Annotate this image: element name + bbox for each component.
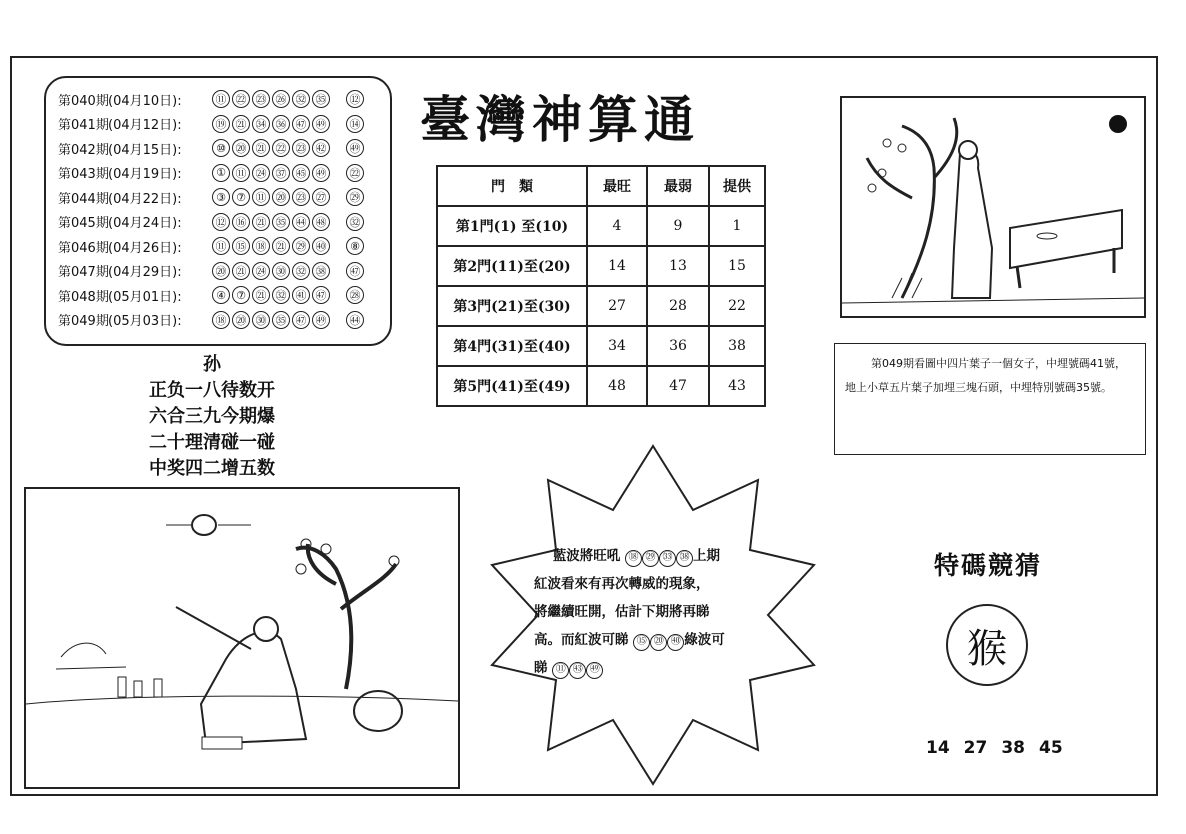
history-numbers xyxy=(212,188,364,206)
history-row xyxy=(58,186,364,208)
star-text xyxy=(534,542,784,682)
guess-number: 45 xyxy=(1039,738,1063,758)
ball-number: ⑳ xyxy=(212,262,230,280)
history-numbers xyxy=(212,262,364,280)
ball-number: ㉑ xyxy=(232,262,250,280)
scholar-drawing xyxy=(26,489,458,787)
star-line-text: 高。而紅波可睇 xyxy=(534,632,629,648)
ball-number: ⑪ xyxy=(232,164,250,182)
value-cell: 48 xyxy=(587,366,647,406)
history-period: 第040期 xyxy=(58,93,109,109)
ball-number: ㉝ xyxy=(659,550,676,567)
ball-number: ㊽ xyxy=(312,213,330,231)
ball-number: ㉒ xyxy=(232,90,250,108)
ball-number: ㊱ xyxy=(272,115,290,133)
ball-number: ㉟ xyxy=(272,213,290,231)
history-row xyxy=(58,162,364,184)
history-row xyxy=(58,88,364,110)
ball-number: ⑪ xyxy=(212,237,230,255)
ball-number: ㉜ xyxy=(292,90,310,108)
ball-number: ㊼ xyxy=(292,115,310,133)
history-period: 第042期 xyxy=(58,142,109,158)
ball-number: ⑩ xyxy=(212,139,230,157)
history-numbers xyxy=(212,164,364,182)
ball-number: ⑯ xyxy=(232,213,250,231)
group-range-cell: 第3門(21)至(30) xyxy=(437,286,587,326)
ball-number: ㉔ xyxy=(252,164,270,182)
ball-number: ㉔ xyxy=(252,262,270,280)
history-numbers xyxy=(212,115,364,133)
value-cell: 47 xyxy=(647,366,709,406)
history-row xyxy=(58,309,364,331)
ball-number: ㉚ xyxy=(272,262,290,280)
lady-illustration xyxy=(840,96,1146,318)
table-row xyxy=(437,206,765,246)
table-row xyxy=(437,326,765,366)
history-numbers xyxy=(212,139,364,157)
history-row xyxy=(58,284,364,306)
ball-number: ㊼ xyxy=(312,286,330,304)
ball-group xyxy=(625,548,693,564)
ball-number: ㉑ xyxy=(252,213,270,231)
hint-note: 第049期看圖中四片葉子一個女子，中埋號碼41號，地上小草五片葉子加埋三塊石頭，中埋特別號碼35號。 xyxy=(834,343,1146,455)
ball-number: ㉟ xyxy=(312,90,330,108)
history-date: (04月24日): xyxy=(108,216,182,231)
guess-numbers xyxy=(926,738,1063,758)
ball-number: ㊾ xyxy=(312,311,330,329)
history-period: 第041期 xyxy=(58,118,109,133)
ball-number: ㉑ xyxy=(272,237,290,255)
history-numbers xyxy=(212,311,364,329)
history-row xyxy=(58,235,364,257)
history-numbers xyxy=(212,90,364,108)
lady-drawing xyxy=(842,98,1144,316)
special-ball-number: ㉒ xyxy=(346,164,364,182)
ball-number: ㊲ xyxy=(272,164,290,182)
ball-number: ㊵ xyxy=(312,237,330,255)
draw-history-panel xyxy=(44,76,392,346)
group-range-cell: 第1門(1) 至(10) xyxy=(437,206,587,246)
ball-number: ㊵ xyxy=(667,634,684,651)
ball-number: ㊹ xyxy=(292,213,310,231)
ball-number: ㉟ xyxy=(272,311,290,329)
ball-number: ㉗ xyxy=(312,188,330,206)
ball-number: ㊸ xyxy=(569,662,586,679)
value-cell: 27 xyxy=(587,286,647,326)
star-line xyxy=(534,654,784,682)
history-numbers xyxy=(212,286,364,304)
ball-number: ㉑ xyxy=(232,115,250,133)
star-line: 將繼續旺開，估計下期將再睇 xyxy=(534,604,710,620)
ball-number: ⑮ xyxy=(633,634,650,651)
ball-number: ㊾ xyxy=(586,662,603,679)
star-line: 紅波看來有再次轉威的現象， xyxy=(534,576,710,592)
ball-number: ㉓ xyxy=(292,139,310,157)
history-row xyxy=(58,260,364,282)
history-date: (04月12日): xyxy=(108,118,182,133)
ball-number: ⑪ xyxy=(252,188,270,206)
ball-number: ㉑ xyxy=(252,139,270,157)
ball-number: ⑳ xyxy=(232,139,250,157)
special-ball-number: ㊾ xyxy=(346,139,364,157)
poem-line: 正负一八待数开 xyxy=(149,380,275,401)
ball-group xyxy=(633,632,684,648)
ball-number: ⑮ xyxy=(232,237,250,255)
ball-number: ⑳ xyxy=(650,634,667,651)
ball-number: ㊾ xyxy=(312,164,330,182)
ball-number: ㉙ xyxy=(642,550,659,567)
ball-number: ⑱ xyxy=(212,311,230,329)
scholar-illustration xyxy=(24,487,460,789)
table-row xyxy=(437,366,765,406)
table-header-row xyxy=(437,166,765,206)
value-cell: 9 xyxy=(647,206,709,246)
value-cell: 15 xyxy=(709,246,765,286)
poem-line: 二十理清碰一碰 xyxy=(149,432,275,453)
ball-number: ⑪ xyxy=(212,90,230,108)
ball-number: ⑱ xyxy=(625,550,642,567)
value-cell: 1 xyxy=(709,206,765,246)
history-period: 第046期 xyxy=(58,240,109,256)
star-line-text: 藍波將旺吼 xyxy=(552,548,621,564)
table-header-cell: 提供 xyxy=(709,166,765,206)
history-date: (05月01日): xyxy=(108,289,182,305)
group-range-cell: 第2門(11)至(20) xyxy=(437,246,587,286)
value-cell: 43 xyxy=(709,366,765,406)
ball-number: ㊺ xyxy=(292,164,310,182)
group-table xyxy=(436,165,766,407)
history-numbers xyxy=(212,213,364,231)
table-header-cell: 最弱 xyxy=(647,166,709,206)
poem-line: 六合三九今期爆 xyxy=(149,406,275,427)
ball-number: ㉒ xyxy=(272,139,290,157)
history-row xyxy=(58,113,364,135)
history-period: 第047期 xyxy=(58,265,109,280)
star-line-text: 上期 xyxy=(693,548,721,564)
ball-number: ㊼ xyxy=(292,311,310,329)
history-row xyxy=(58,211,364,233)
special-guess-title: 特碼競猜 xyxy=(934,551,1043,580)
history-period: 第043期 xyxy=(58,167,109,182)
table-header-cell: 最旺 xyxy=(587,166,647,206)
table-row xyxy=(437,246,765,286)
ball-number: ㉜ xyxy=(292,262,310,280)
poem-block xyxy=(136,352,288,482)
value-cell: 13 xyxy=(647,246,709,286)
ball-number: ④ xyxy=(212,286,230,304)
ball-number: ㊳ xyxy=(676,550,693,567)
guess-number: 14 xyxy=(926,738,950,758)
ball-number: ㉙ xyxy=(292,237,310,255)
ball-number: ㉓ xyxy=(252,90,270,108)
value-cell: 36 xyxy=(647,326,709,366)
history-date: (04月10日): xyxy=(108,93,182,109)
table-header-cell: 門 類 xyxy=(437,166,587,206)
history-date: (04月22日): xyxy=(108,191,182,207)
history-row xyxy=(58,137,364,159)
ball-number: ⑫ xyxy=(212,213,230,231)
history-date: (04月29日): xyxy=(108,265,182,280)
history-date: (04月26日): xyxy=(108,240,182,256)
ball-number: ① xyxy=(212,164,230,182)
special-ball-number: ㉙ xyxy=(346,188,364,206)
history-period: 第045期 xyxy=(58,216,109,231)
ball-number: ⑳ xyxy=(232,311,250,329)
ball-number: ③ xyxy=(212,188,230,206)
star-line-text: 綠波可 xyxy=(684,632,725,648)
star-line xyxy=(534,542,784,570)
special-ball-number: ㊼ xyxy=(346,262,364,280)
special-ball-number: ⑫ xyxy=(346,90,364,108)
ball-number: ⑳ xyxy=(272,188,290,206)
zodiac-circle: 猴 xyxy=(946,604,1028,686)
special-ball-number: ⑭ xyxy=(346,115,364,133)
value-cell: 34 xyxy=(587,326,647,366)
group-range-cell: 第4門(31)至(40) xyxy=(437,326,587,366)
special-ball-number: ㊹ xyxy=(346,311,364,329)
history-date: (05月03日): xyxy=(108,314,182,329)
star-line-text: 睇 xyxy=(534,660,548,676)
poem-line: 中奖四二增五数 xyxy=(149,458,275,479)
page-title: 臺灣神算通 xyxy=(420,90,700,149)
history-period: 第049期 xyxy=(58,314,109,329)
guess-number: 27 xyxy=(963,738,988,758)
history-period: 第048期 xyxy=(58,289,109,305)
ball-number: ㊳ xyxy=(312,262,330,280)
ball-number: ⑱ xyxy=(252,237,270,255)
ball-number: ㉚ xyxy=(252,311,270,329)
history-date: (04月15日): xyxy=(108,142,182,158)
ball-number: ㉜ xyxy=(272,286,290,304)
ball-number: ㊾ xyxy=(312,115,330,133)
value-cell: 28 xyxy=(647,286,709,326)
table-row xyxy=(437,286,765,326)
special-ball-number: ⑧ xyxy=(346,237,364,255)
special-ball-number: ㉘ xyxy=(346,286,364,304)
ball-number: ㊷ xyxy=(312,139,330,157)
value-cell: 38 xyxy=(709,326,765,366)
poem-title: 孙 xyxy=(203,354,221,375)
history-date: (04月19日): xyxy=(108,167,182,182)
ball-number: ㉖ xyxy=(272,90,290,108)
star-line xyxy=(534,626,784,654)
ball-number: ㊶ xyxy=(292,286,310,304)
value-cell: 22 xyxy=(709,286,765,326)
value-cell: 14 xyxy=(587,246,647,286)
history-numbers xyxy=(212,237,364,255)
special-ball-number: ㉜ xyxy=(346,213,364,231)
group-range-cell: 第5門(41)至(49) xyxy=(437,366,587,406)
ball-number: ⑦ xyxy=(232,286,250,304)
ball-number: ⑦ xyxy=(232,188,250,206)
value-cell: 4 xyxy=(587,206,647,246)
ball-number: ⑲ xyxy=(212,115,230,133)
ball-number: ㉞ xyxy=(252,115,270,133)
ball-number: ㉓ xyxy=(292,188,310,206)
ball-number: ⑪ xyxy=(552,662,569,679)
ball-number: ㉑ xyxy=(252,286,270,304)
ball-group xyxy=(552,660,603,676)
guess-number: 38 xyxy=(1001,738,1026,758)
history-period: 第044期 xyxy=(58,191,109,207)
